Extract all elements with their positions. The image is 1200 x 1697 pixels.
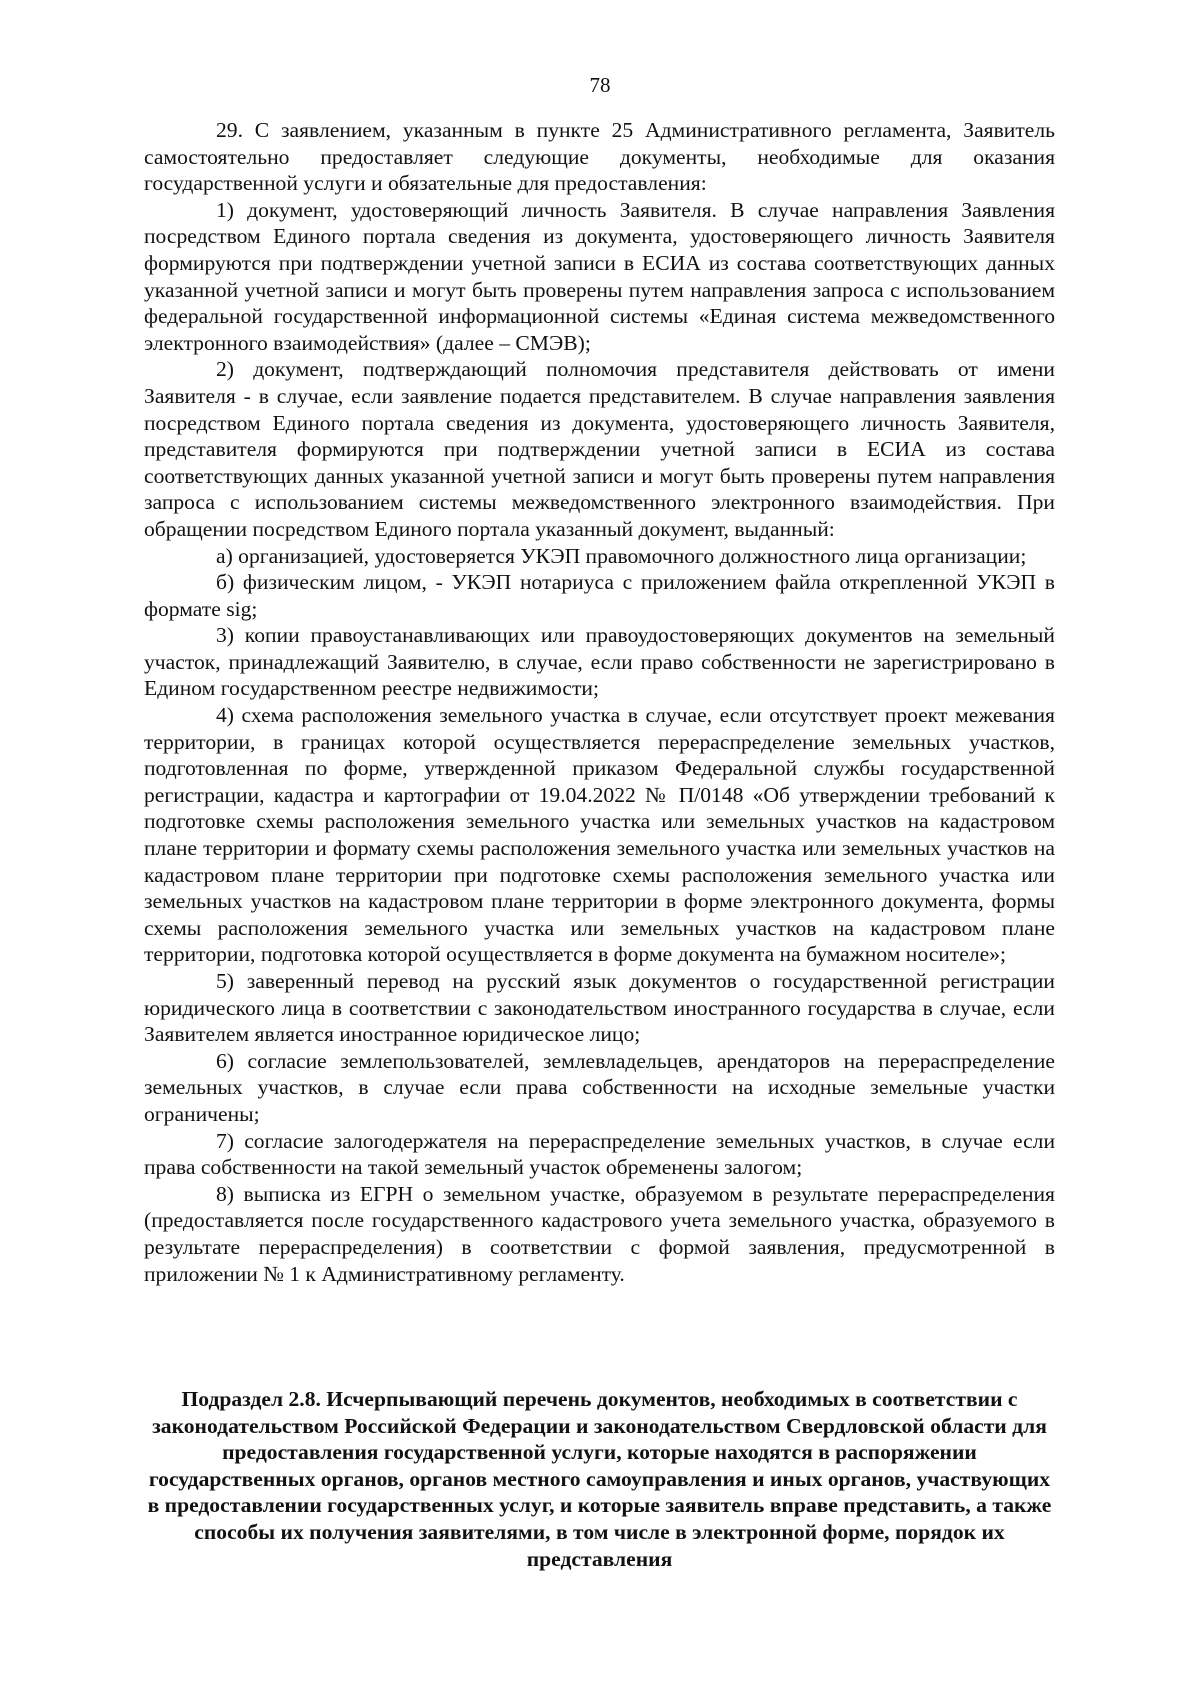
subsection-heading: Подраздел 2.8. Исчерпывающий перечень документов, необходимых в соответствии с законодательством Российской Федерации и законодательством Свердловской области для предоставления государственной услуги, которые находятся в распоряжении государственных органов, органов местного самоуправления и иных органов, участвующих в предоставлении государственных услуг, и которые заявитель вправе представить, а также способы их получения заявителями, в том числе в электронной форме, порядок их представления [147, 1387, 1052, 1571]
list-item-2: 2) документ, подтверждающий полномочия представителя действовать от имени Заявителя - в случае, если заявление подается представителем. В случае направления заявления посредством Единого портала сведения из документа, удостоверяющего личность Заявителя, представителя формируются при подтверждении учетной записи в ЕСИА из состава соответствующих данных указанной учетной записи и могут быть проверены путем направления запроса с использованием системы межведомственного электронного взаимодействия. При обращении посредством Единого портала указанный документ, выданный: [144, 357, 1055, 541]
page-number: 78 [589, 73, 611, 97]
list-item-2b: б) физическим лицом, - УКЭП нотариуса с приложением файла открепленной УКЭП в формате sig; [144, 570, 1055, 621]
list-item-5: 5) заверенный перевод на русский язык документов о государственной регистрации юридического лица в соответствии с законодательством иностранного государства в случае, если Заявителем является иностранное юридическое лицо; [144, 969, 1055, 1047]
list-item-2a: а) организацией, удостоверяется УКЭП правомочного должностного лица организации; [216, 543, 1027, 568]
list-item-7: 7) согласие залогодержателя на перераспределение земельных участков, в случае если права собственности на такой земельный участок обременены залогом; [144, 1128, 1055, 1180]
list-item-8: 8) выписка из ЕГРН о земельном участке, образуемом в результате перераспределения (предоставляется после государственного кадастрового учета земельного участка, образуемого в результате перераспределения) в соответствии с формой заявления, предусмотренной в приложении № 1 к Административному регламенту. [144, 1181, 1055, 1286]
list-item-4: 4) схема расположения земельного участка в случае, если отсутствует проект межевания территории, в границах которой осуществляется перераспределение земельных участков, подготовленная по форме, утвержденной приказом Федеральной службы государственной регистрации, кадастра и картографии от 19.04.2022 № П/0148 «Об утверждении требований к подготовке схемы расположения земельного участка или земельных участков на кадастровом плане территории и формату схемы расположения земельного участка или земельных участков на кадастровом плане территории при подготовке схемы расположения земельного участка или земельных участков на кадастровом плане территории в форме электронного документа, формы схемы расположения земельного участка или земельных участков на кадастровом плане территории, подготовка которой осуществляется в форме документа на бумажном носителе»; [144, 703, 1055, 967]
paragraph-29: 29. С заявлением, указанным в пункте 25 Административного регламента, Заявитель самостоятельно предоставляет следующие документы, необходимые для оказания государственной услуги и обязательные для предоставления: [144, 118, 1055, 196]
document-body [144, 117, 1055, 1287]
list-item-3: 3) копии правоустанавливающих или правоудостоверяющих документов на земельный участок, принадлежащий Заявителю, в случае, если право собственности не зарегистрировано в Едином государственном реестре недвижимости; [144, 623, 1055, 701]
list-item-6: 6) согласие землепользователей, землевладельцев, арендаторов на перераспределение земельных участков, в случае если права собственности на исходные земельные участки ограничены; [144, 1048, 1055, 1126]
list-item-1: 1) документ, удостоверяющий личность Заявителя. В случае направления Заявления посредством Единого портала сведения из документа, удостоверяющего личность Заявителя формируются при подтверждении учетной записи в ЕСИА из состава соответствующих данных указанной учетной записи и могут быть проверены путем направления запроса с использованием федеральной государственной информационной системы «Единая система межведомственного электронного взаимодействия» (далее – СМЭВ); [144, 197, 1055, 355]
